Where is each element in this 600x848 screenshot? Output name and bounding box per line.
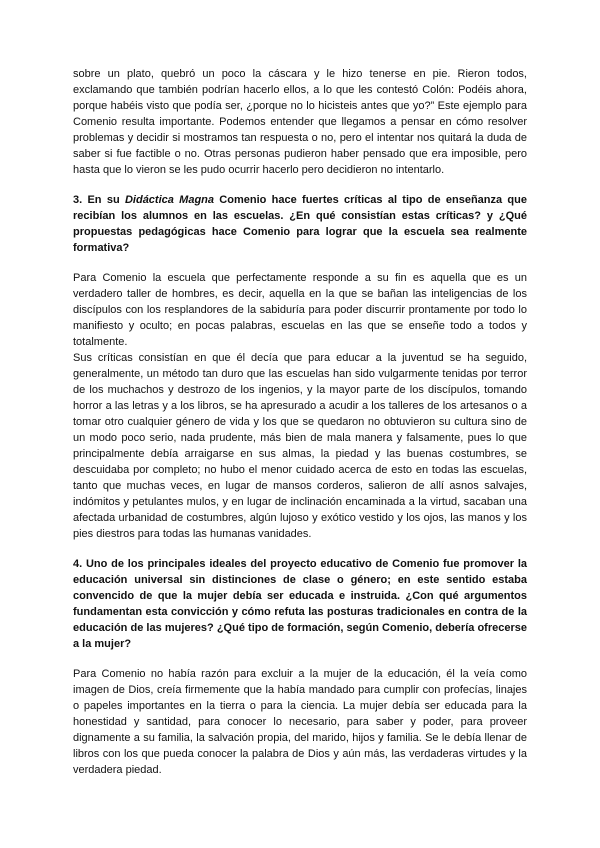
question-3-heading (73, 192, 527, 256)
answer-3-paragraph-2: Sus críticas consistían en que él decía que para educar a la juventud se ha seguido, generalmente, un método tan duro que las escuelas han sido vulgarmente tenidas por terror de los muchachos y destrozo de los ingenios, y la mayor parte de los discípulos, tomando horror a las letras y a los libros, se ha apresurado a acudir a los talleres de los artesanos o a tomar otro cualquier género de vida y los que se quedaron no obtuvieron su cultura sino de un modo poco serio, nada prudente, más bien de mala manera y falsamente, pues lo que principalmente debía arraigarse en sus almas, la piedad y las buenas costumbres, se descuidaba por completo; no hubo el menor cuidado acerca de esto en todas las escuelas, tanto que muchas veces, en lugar de mansos corderos, salieron de allí asnos salvajes, indómitos y petulantes mulos, y en lugar de inclinación encaminada a la virtud, sacaban una afectada urbanidad de costumbres, algún lujoso y exótico vestido y los ojos, las manos y los pies diestros para todas las humanas vanidades. (73, 352, 527, 540)
question-3-prefix: 3. En su (73, 194, 125, 206)
question-3-rest: Comenio hace fuertes críticas al tipo de enseñanza que recibían los alumnos en las escuelas. ¿En qué consistían estas críticas? y ¿Qué propuestas pedagógicas hace Comenio para lograr que la escuela sea realmente formativa? (73, 194, 527, 254)
answer-4-paragraph: Para Comenio no había razón para excluir a la mujer de la educación, él la veía como imagen de Dios, creía firmemente que la había mandado para cumplir con profecías, linajes o papeles importantes en la tierra o para la ciencia. La mujer debía ser educada para la honestidad y santidad, para conocer lo necesario, para saber y poder, para proveer dignamente a su familia, la salvación propia, del marido, hijos y familia. Se le debía llenar de libros con los que pueda conocer la palabra de Dios y aún más, las verdaderas virtudes y la verdadera piedad. (73, 668, 527, 776)
intro-paragraph: sobre un plato, quebró un poco la cáscara y le hizo tenerse en pie. Rieron todos, exclamando que también podrían hacerlo ellos, a lo que les contestó Colón: Podéis ahora, porque habéis visto que podía ser, ¿porque no lo hicisteis antes que yo?” Este ejemplo para Comenio resulta importante. Podemos entender que llegamos a pensar en cómo resolver problemas y decidir si mostramos tan respuesta o no, pero el intentar nos quitará la duda de saber si fue factible o no. Otras personas pudieron haber pensado que era imposible, pero hasta que lo vieron se les pudo ocurrir hacerlo pero decidieron no intentarlo. (73, 68, 527, 176)
question-4-heading: 4. Uno de los principales ideales del proyecto educativo de Comenio fue promover la educación universal sin distinciones de clase o género; en este sentido estaba convencido de que la mujer debía ser educada e instruida. ¿Con qué argumentos fundamentan esta convicción y cómo refuta las posturas tradicionales en contra de la educación de las mujeres? ¿Qué tipo de formación, según Comenio, debería ofrecerse a la mujer? (73, 558, 527, 650)
question-3-book-title: Didáctica Magna (124, 194, 215, 206)
answer-3-paragraph-1: Para Comenio la escuela que perfectamente responde a su fin es aquella que es un verdadero taller de hombres, es decir, aquella en la que se bañan las inteligencias de los discípulos con los resplandores de la sabiduría para poder discurrir prontamente por todo lo manifiesto y oculto; en pocas palabras, escuelas en las que se enseñe todo a todos y totalmente. (73, 272, 527, 348)
